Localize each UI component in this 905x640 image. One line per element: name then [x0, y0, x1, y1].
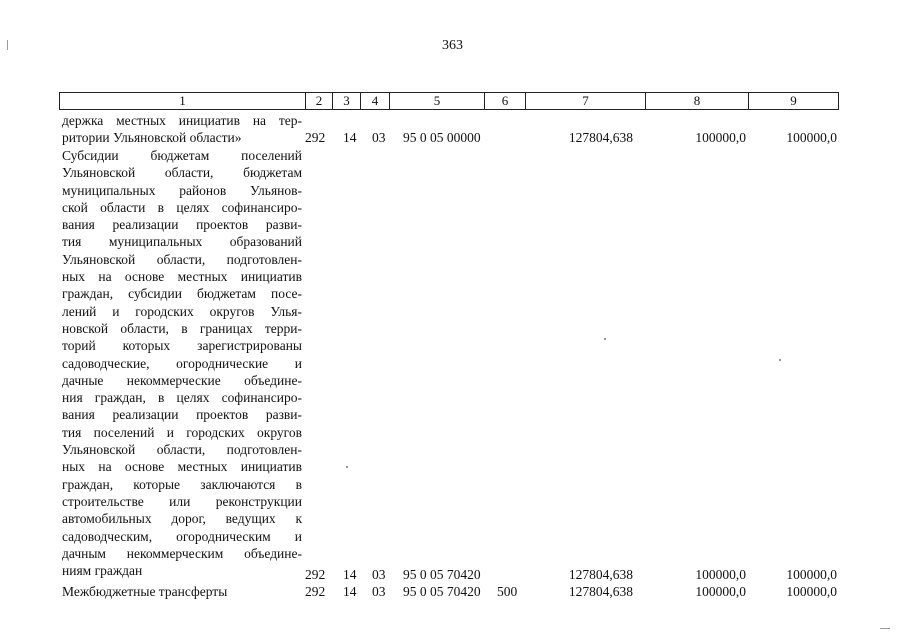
description-line: держка местных инициатив на тер- [62, 113, 302, 128]
cell-pr: 03 [372, 130, 386, 145]
cell-rz: 14 [343, 584, 357, 599]
cell-vr: 500 [497, 584, 518, 599]
cell-amount-7: 127804,638 [568, 567, 633, 582]
description-line: ных на основе местных инициатив [62, 459, 302, 475]
description-line: строительстве или реконструкции [62, 493, 302, 509]
cell-amount-8: 100000,0 [695, 567, 746, 582]
table-header-row [59, 92, 839, 110]
description-line: новской области, в границах терри- [62, 320, 302, 336]
cell-amount-9: 100000,0 [786, 584, 837, 599]
description-line: дачным некоммерческим объедине- [62, 545, 302, 561]
cell-gr: 292 [305, 567, 326, 582]
description-line: вания реализации проектов разви- [62, 407, 302, 423]
header-col-5: 5 [389, 93, 484, 109]
description-line: ных на основе местных инициатив [62, 269, 302, 285]
header-col-4: 4 [360, 93, 389, 109]
header-col-3: 3 [332, 93, 360, 109]
table-row [0, 583, 905, 600]
row-description-subsidies [62, 147, 302, 579]
cell-pr: 03 [372, 567, 386, 582]
description-line: торий которых зарегистрированы [62, 338, 302, 354]
cell-amount-7: 127804,638 [568, 584, 633, 599]
cell-rz: 14 [343, 130, 357, 145]
cell-pr: 03 [372, 584, 386, 599]
cell-cs: 95 0 05 00000 [403, 130, 481, 145]
description-line: садоводческие, огороднические и [62, 355, 302, 371]
cell-cs: 95 0 05 70420 [403, 567, 481, 582]
description-line: граждан, субсидии бюджетам посе- [62, 286, 302, 302]
header-col-7: 7 [525, 93, 645, 109]
header-col-6: 6 [484, 93, 525, 109]
description-line: Ульяновской области, подготовлен- [62, 442, 302, 458]
header-col-2: 2 [305, 93, 332, 109]
cell-gr: 292 [305, 130, 326, 145]
table-row [0, 129, 905, 146]
cell-amount-8: 100000,0 [695, 130, 746, 145]
description-line: ской области в целях софинансиро- [62, 199, 302, 215]
header-col-9: 9 [748, 93, 838, 109]
description-line: садоводческим, огородническим и [62, 528, 302, 544]
cell-cs: 95 0 05 70420 [403, 584, 481, 599]
cell-gr: 292 [305, 584, 326, 599]
header-col-1: 1 [179, 93, 186, 108]
description-line: Ульяновской области, подготовлен- [62, 251, 302, 267]
scan-speck [604, 338, 606, 340]
cell-amount-7: 127804,638 [568, 130, 633, 145]
description-line: тия муниципальных образований [62, 234, 302, 250]
description-line: муниципальных районов Ульянов- [62, 182, 302, 198]
description-line: лений и городских округов Улья- [62, 303, 302, 319]
scan-speck [346, 466, 348, 468]
scan-mark [7, 40, 8, 50]
description-line: тия поселений и городских округов [62, 424, 302, 440]
description-line: автомобильных дорог, ведущих к [62, 511, 302, 527]
header-col-8: 8 [645, 93, 748, 109]
description-line: граждан, которые заключаются в [62, 476, 302, 492]
description-line: Субсидии бюджетам поселений [62, 148, 302, 163]
table-row [0, 566, 905, 583]
description-line: Ульяновской области, бюджетам [62, 165, 302, 181]
cell-amount-9: 100000,0 [786, 130, 837, 145]
cell-description: Межбюджетные трансферты [62, 584, 228, 599]
page-number: 363 [442, 38, 463, 53]
scan-speck [779, 359, 781, 361]
scan-speck [880, 628, 890, 629]
description-line: ниям граждан [62, 563, 143, 579]
cell-amount-9: 100000,0 [786, 567, 837, 582]
cell-amount-8: 100000,0 [695, 584, 746, 599]
description-line: вания реализации проектов разви- [62, 217, 302, 233]
description-line: ния граждан, в целях софинансиро- [62, 390, 302, 406]
cell-rz: 14 [343, 567, 357, 582]
description-line: ритории Ульяновской области» [62, 130, 242, 146]
description-line: дачные некоммерческие объедине- [62, 372, 302, 388]
